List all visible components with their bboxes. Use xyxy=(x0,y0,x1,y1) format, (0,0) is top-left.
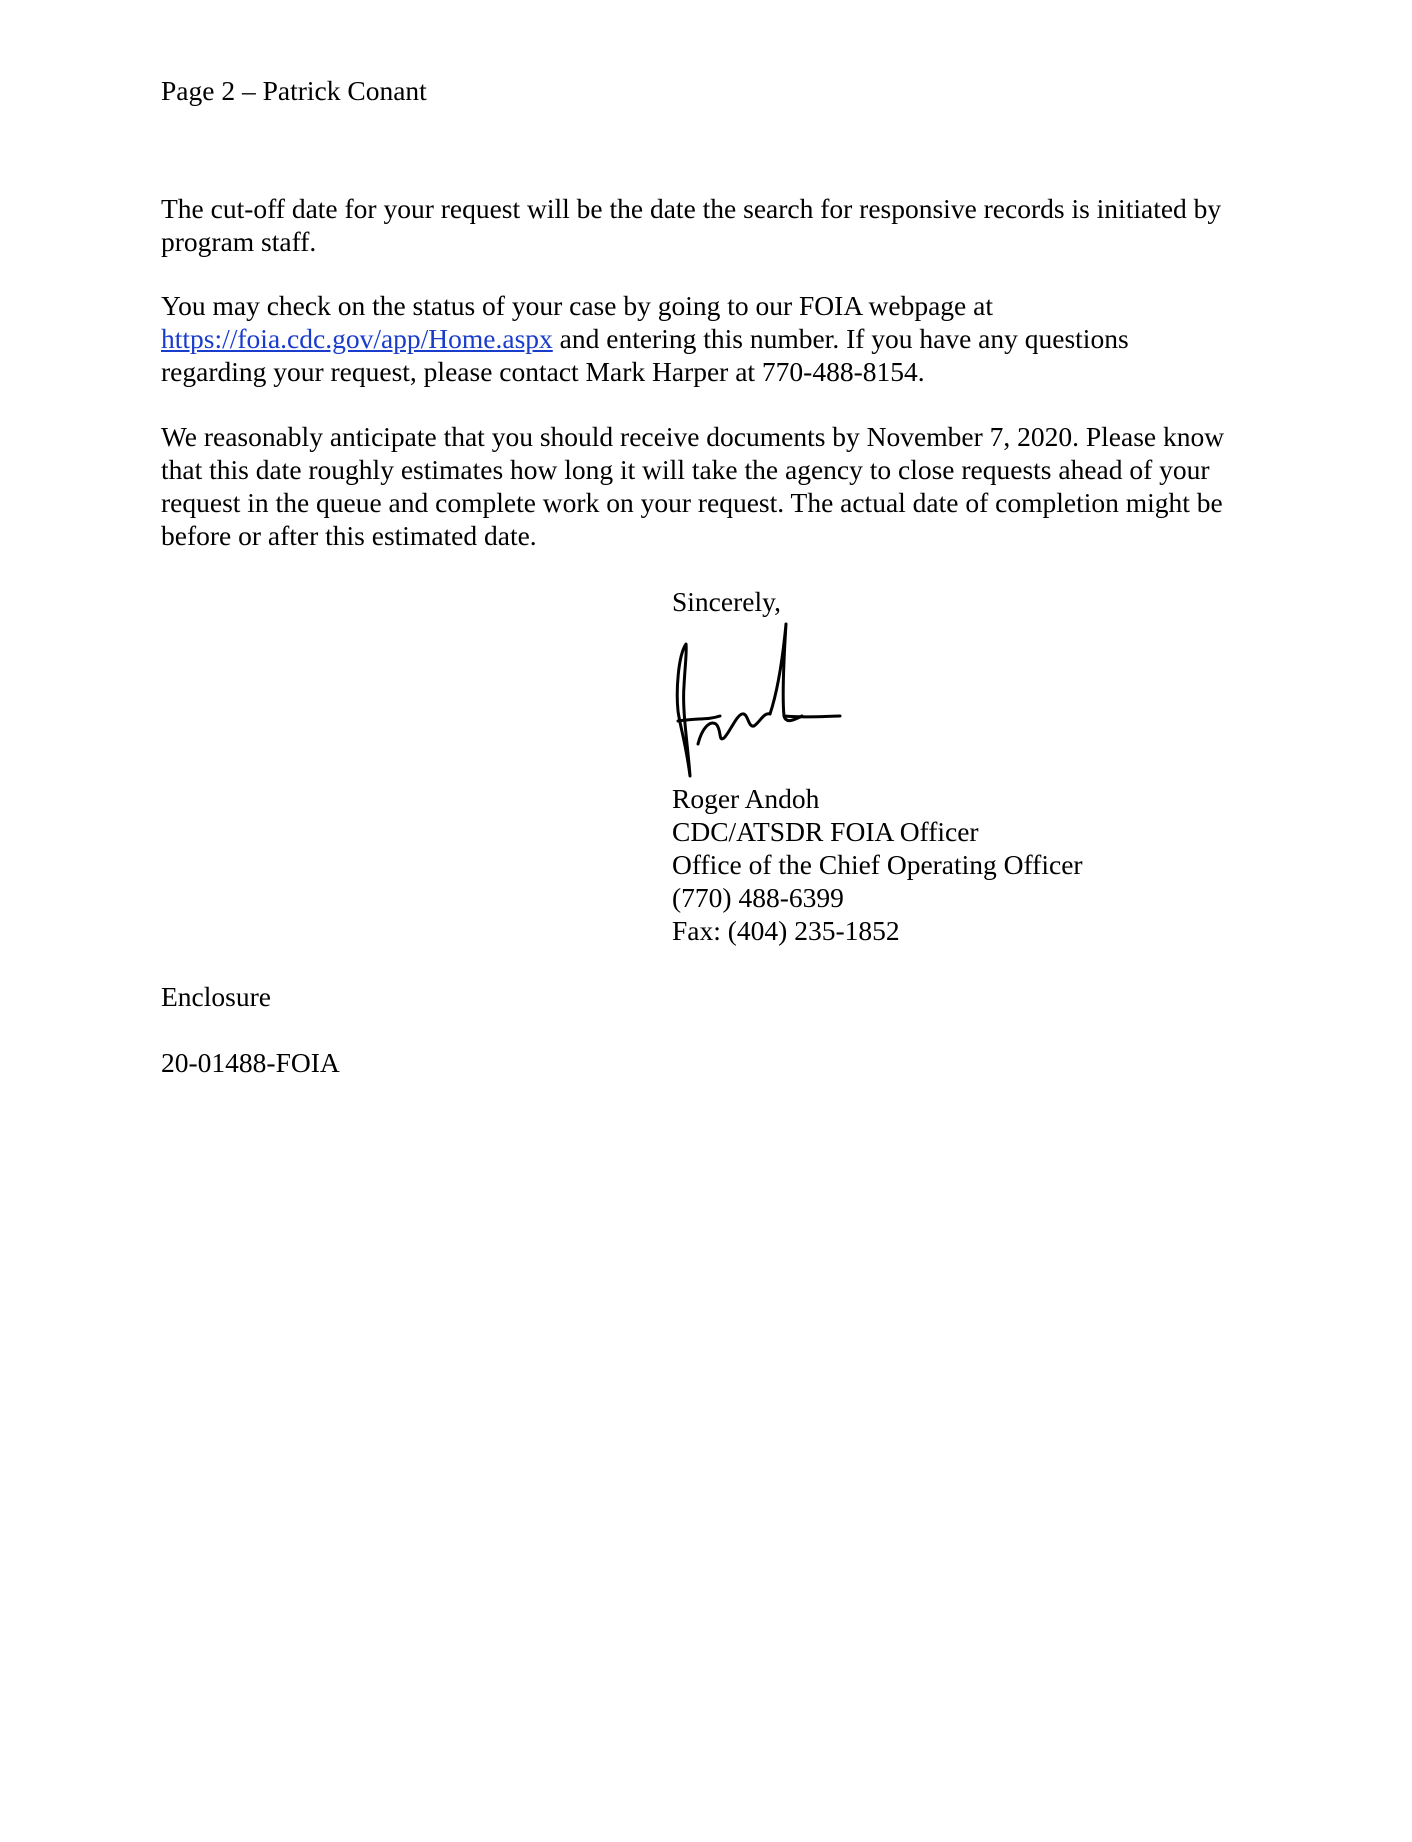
page-header: Page 2 – Patrick Conant xyxy=(161,75,427,106)
signer-phone: (770) 488-6399 xyxy=(672,882,844,913)
signature-block xyxy=(672,782,1083,947)
paragraph-line xyxy=(161,322,1291,355)
paragraph-line: You may check on the status of your case by going to our FOIA webpage at xyxy=(161,290,993,321)
paragraph-line: The cut-off date for your request will be the date the search for responsive records is initiated by xyxy=(161,193,1222,224)
paragraph-line: regarding your request, please contact Mark Harper at 770-488-8154. xyxy=(161,356,925,387)
enclosure-label: Enclosure xyxy=(161,981,271,1012)
paragraph-status-check xyxy=(161,289,1291,388)
case-number: 20-01488-FOIA xyxy=(161,1047,340,1078)
paragraph-line: request in the queue and complete work on your request. The actual date of completion might be xyxy=(161,487,1223,518)
signer-office: Office of the Chief Operating Officer xyxy=(672,849,1083,880)
paragraph-line: program staff. xyxy=(161,226,317,257)
foia-webpage-link[interactable]: https://foia.cdc.gov/app/Home.aspx xyxy=(161,323,553,354)
paragraph-line-text: and entering this number. If you have any questions xyxy=(552,323,1129,354)
paragraph-estimated-date xyxy=(161,420,1291,552)
paragraph-line: that this date roughly estimates how long it will take the agency to close requests ahead of your xyxy=(161,454,1210,485)
handwritten-signature xyxy=(668,616,843,781)
signer-fax: Fax: (404) 235-1852 xyxy=(672,915,900,946)
paragraph-cutoff-date xyxy=(161,192,1291,258)
signer-name: Roger Andoh xyxy=(672,783,820,814)
paragraph-line: We reasonably anticipate that you should receive documents by November 7, 2020. Please know xyxy=(161,421,1225,452)
paragraph-line: before or after this estimated date. xyxy=(161,520,537,551)
closing-salutation: Sincerely, xyxy=(672,586,781,617)
signer-title: CDC/ATSDR FOIA Officer xyxy=(672,816,979,847)
